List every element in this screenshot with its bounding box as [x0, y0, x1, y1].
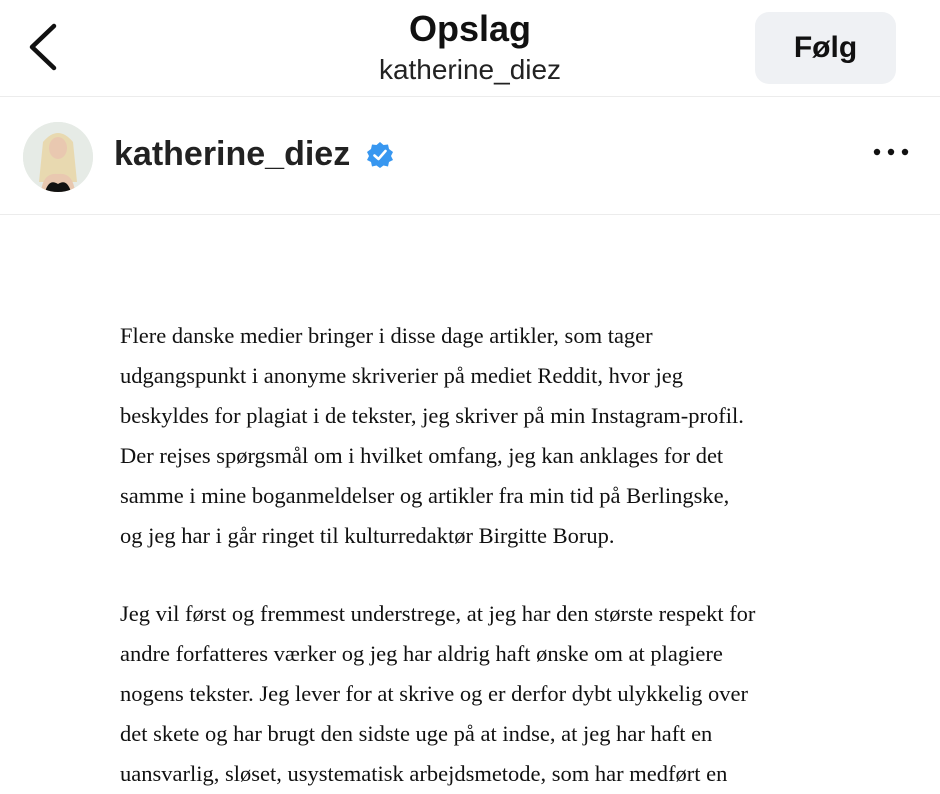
text-line: Der rejses spørgsmål om i hvilket omfang, jeg kan anklages for det	[120, 443, 724, 468]
username[interactable]: katherine_diez	[114, 135, 351, 173]
more-options-icon[interactable]	[868, 137, 914, 167]
page-subtitle: katherine_diez	[378, 54, 562, 85]
text-line: andre forfatteres værker og jeg har aldrig haft ønske om at plagiere	[120, 641, 723, 666]
text-line: Flere danske medier bringer i disse dage artikler, som tager	[120, 323, 653, 348]
text-line: udgangspunkt i anonyme skriverier på mediet Reddit, hvor jeg	[120, 363, 683, 388]
page-title: Opslag	[408, 8, 532, 49]
follow-button[interactable]: Følg	[755, 12, 896, 84]
text-line: beskyldes for plagiat i de tekster, jeg skriver på min Instagram-profil.	[120, 403, 744, 428]
avatar[interactable]	[23, 122, 93, 192]
top-bar	[0, 0, 940, 97]
text-line: uansvarlig, sløset, usystematisk arbejdsmetode, som har medført en	[120, 761, 728, 786]
paragraph	[120, 316, 755, 556]
post-header	[0, 97, 940, 215]
text-line: det skete og har brugt den sidste uge på at indse, at jeg har haft en	[120, 721, 713, 746]
text-line: nogens tekster. Jeg lever for at skrive og er derfor dybt ulykkelig over	[120, 681, 748, 706]
text-line: Jeg vil først og fremmest understrege, at jeg har den største respekt for	[120, 601, 756, 626]
text-line: samme i mine boganmeldelser og artikler fra min tid på Berlingske,	[120, 483, 730, 508]
text-line: og jeg har i går ringet til kulturredaktør Birgitte Borup.	[120, 523, 615, 548]
post-text	[120, 316, 755, 794]
paragraph	[120, 594, 755, 794]
verified-badge-icon	[366, 141, 394, 169]
